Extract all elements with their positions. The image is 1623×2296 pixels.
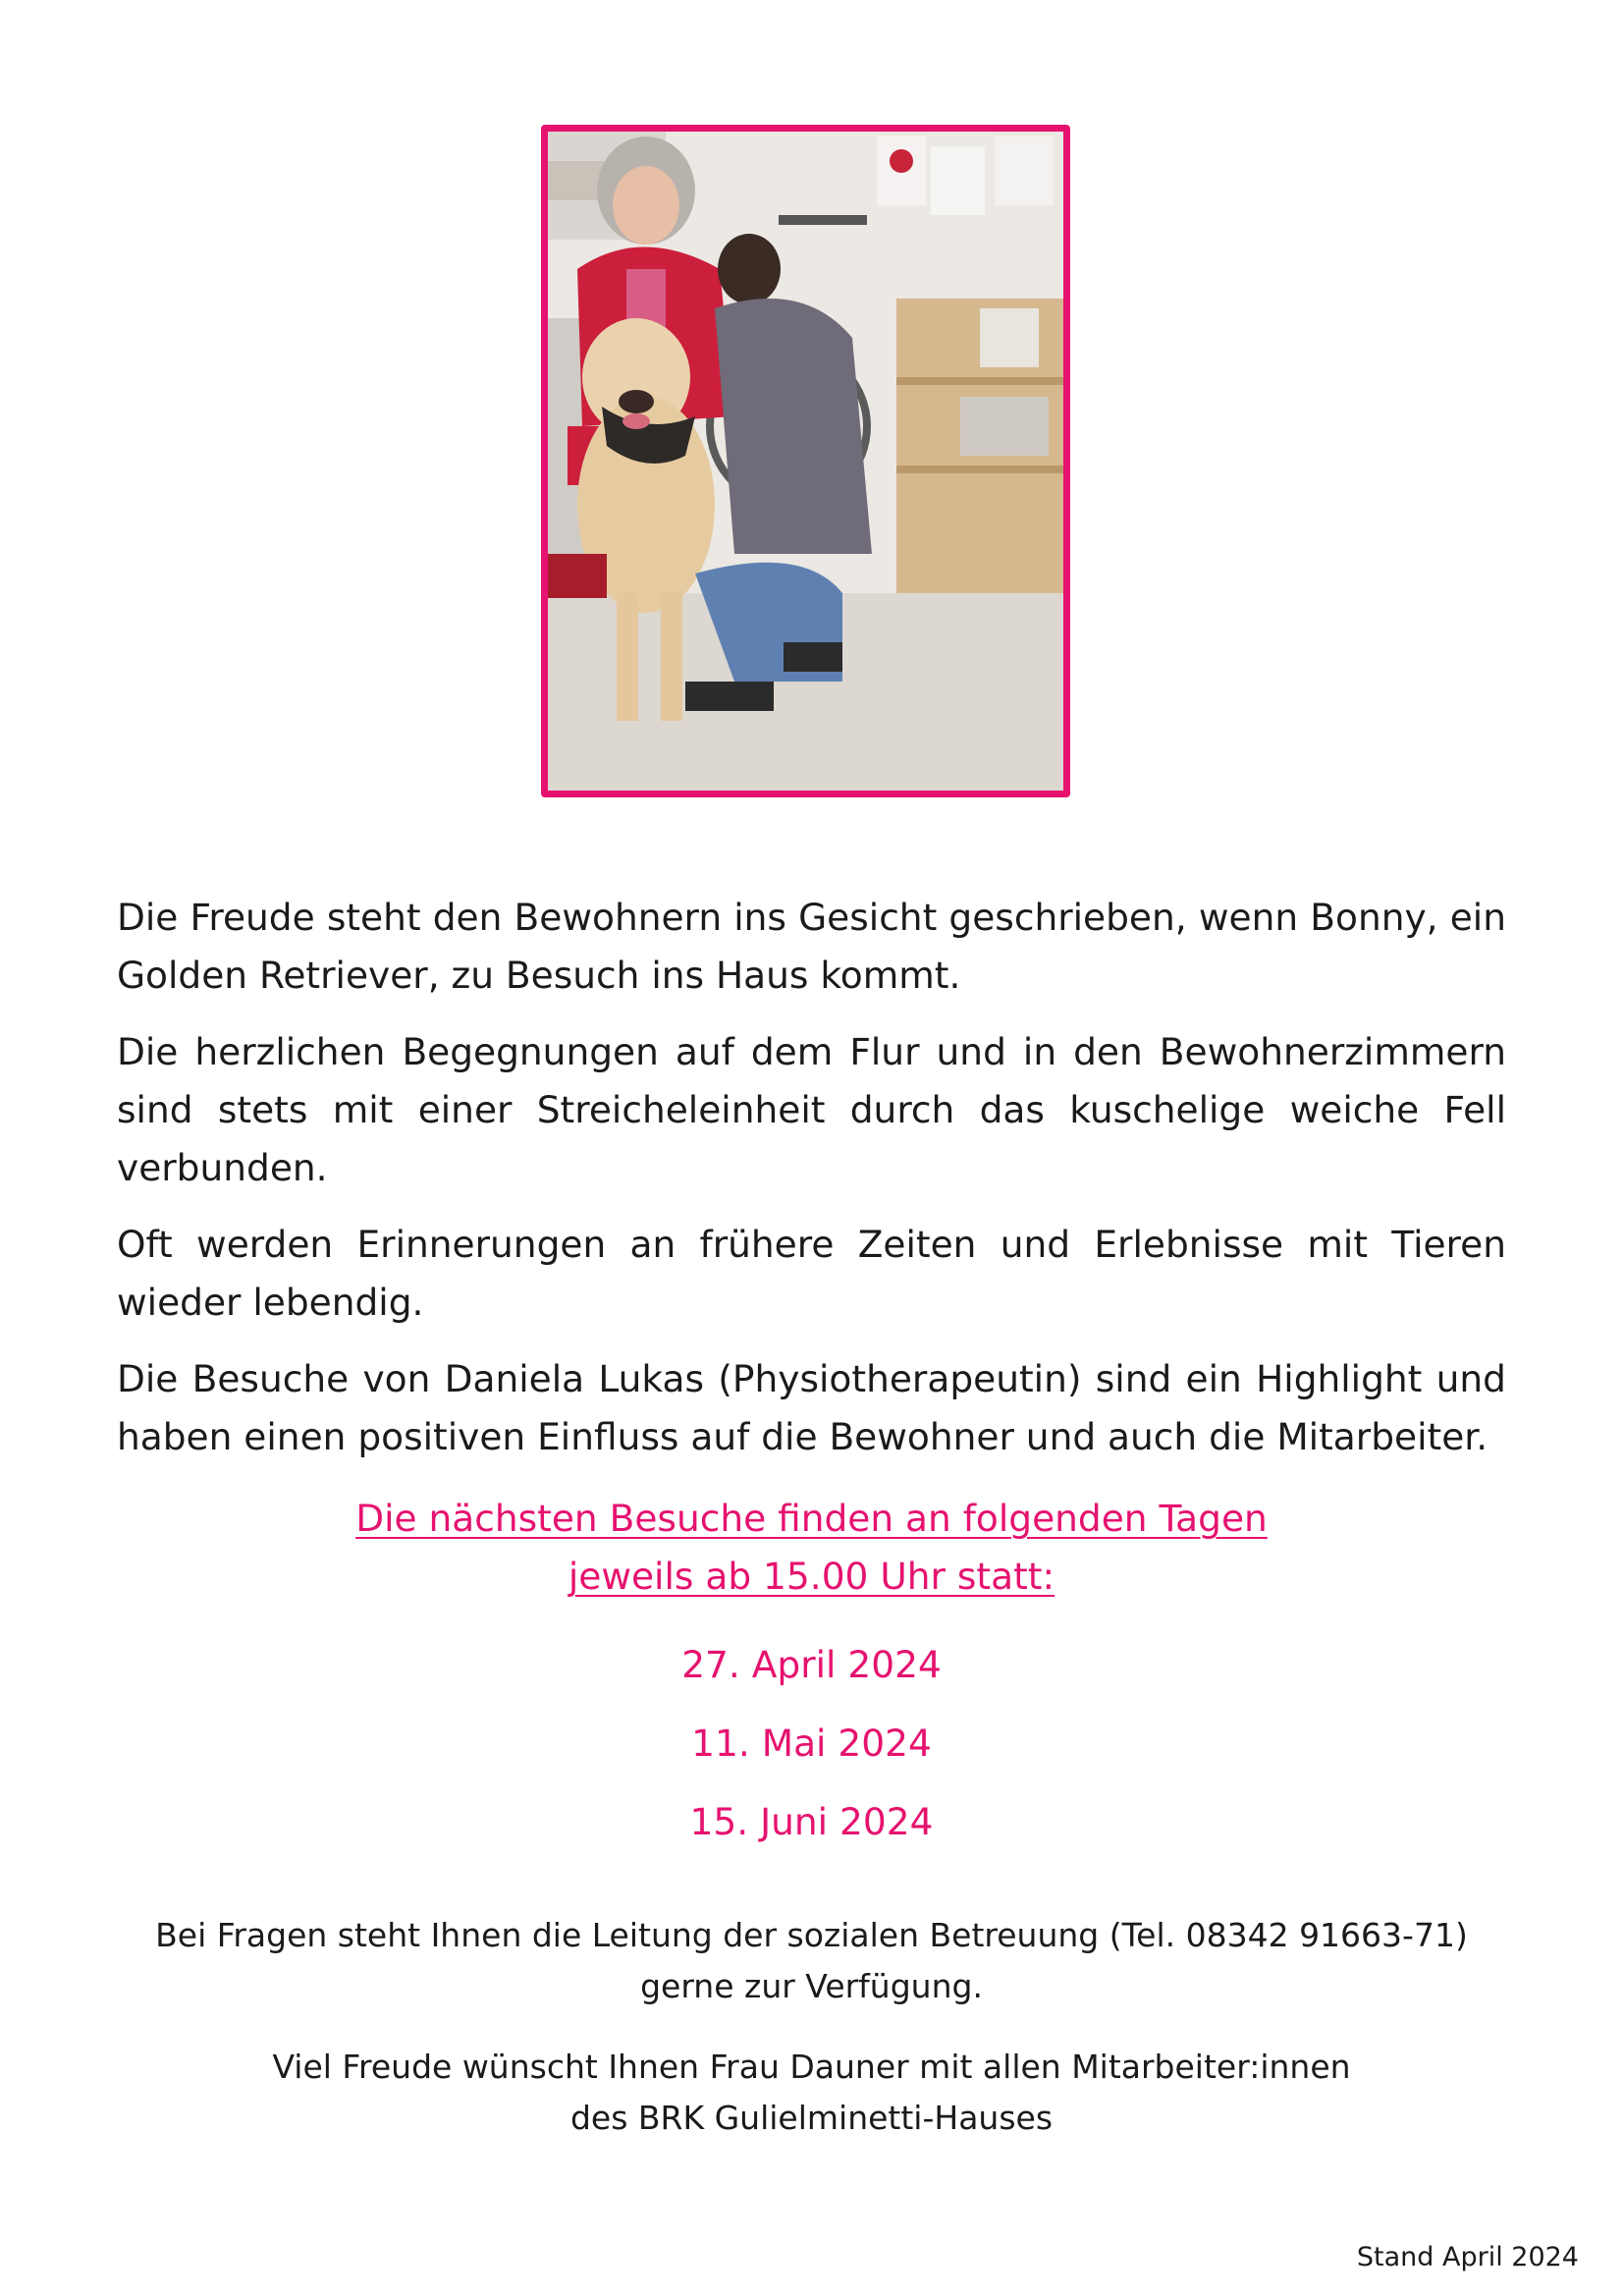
- body-text: [117, 889, 1506, 1485]
- visit-date: 11. Mai 2024: [691, 1722, 932, 1765]
- contact-section: [117, 1910, 1506, 2173]
- contact-line2: gerne zur Verfügung.: [640, 1967, 983, 2005]
- visit-schedule-intro: [117, 1490, 1506, 1606]
- paragraph-visits-info: Die Besuche von Daniela Lukas (Physiotherapeutin) sind ein Highlight und haben einen positiven Einfluss auf die Bewohner und auch die Mitarbeiter.: [117, 1357, 1506, 1458]
- stand-date: Stand April 2024: [1356, 2242, 1579, 2272]
- visit-date: 27. April 2024: [681, 1643, 942, 1686]
- contact-line1: Bei Fragen steht Ihnen die Leitung der sozialen Betreuung (Tel. 08342 91663-71): [155, 1916, 1468, 1954]
- paragraph-encounters: Die herzlichen Begegnungen auf dem Flur und in den Bewohnerzimmern sind stets mit einer Streicheleinheit durch das kuschelige weiche Fell verbunden.: [117, 1030, 1506, 1189]
- visit-schedule: [117, 1490, 1506, 1861]
- contact-info: [117, 1910, 1506, 2012]
- dog-visit-photo: [548, 132, 1063, 791]
- closing-note: [117, 2042, 1506, 2144]
- paragraph-memories: Oft werden Erinnerungen an frühere Zeiten und Erlebnisse mit Tieren wieder lebendig.: [117, 1223, 1506, 1324]
- photo: [541, 125, 1070, 797]
- visit-dates: [117, 1625, 1506, 1861]
- closing-line1: Viel Freude wünscht Ihnen Frau Dauner mit allen Mitarbeiter:innen: [272, 2048, 1351, 2086]
- closing-line2: des BRK Gulielminetti-Hauses: [569, 2099, 1054, 2137]
- visit-schedule-intro-line1: Die nächsten Besuche finden an folgenden Tagen: [355, 1497, 1268, 1540]
- paragraph-intro: Die Freude steht den Bewohnern ins Gesicht geschrieben, wenn Bonny, ein Golden Retriever, zu Besuch ins Haus kommt.: [117, 896, 1506, 997]
- visit-date: 15. Juni 2024: [689, 1800, 934, 1843]
- visit-schedule-intro-line2: jeweils ab 15.00 Uhr statt:: [568, 1555, 1055, 1598]
